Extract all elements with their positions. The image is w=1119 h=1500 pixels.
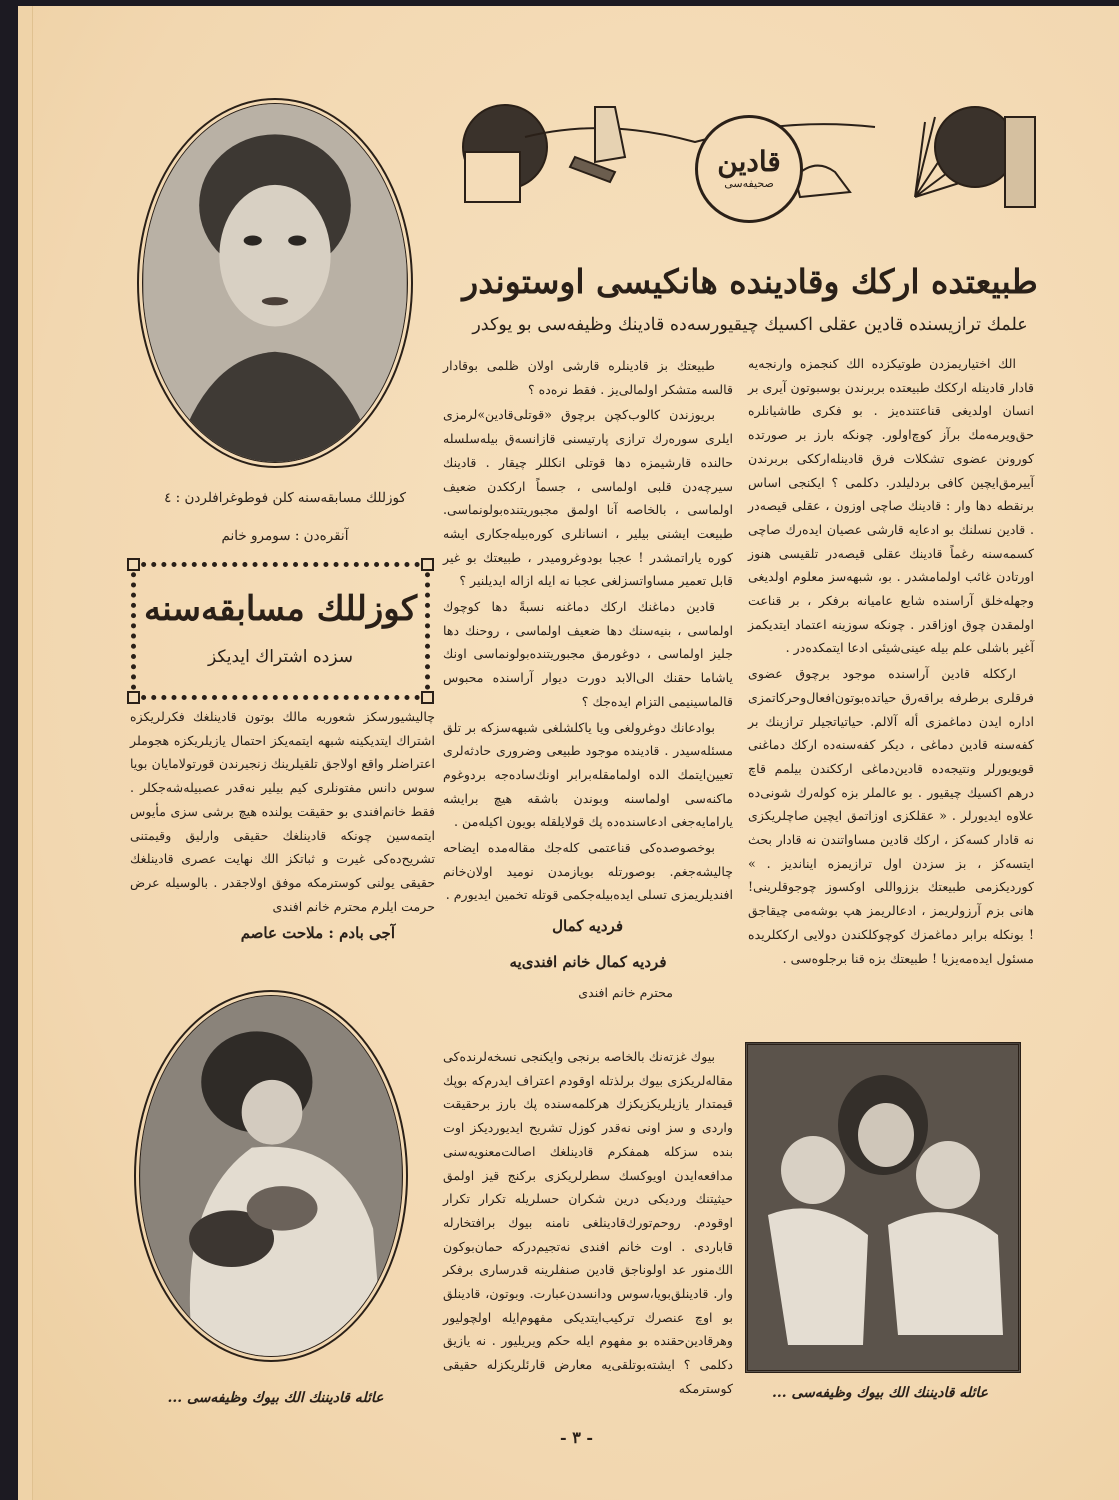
letter-title: فردیه کمال خانم افندی‌یه [509,952,667,971]
contest-subtitle: سزده اشتراك ایدیکز [208,647,353,667]
article-signature: فردیه کمال [552,917,623,936]
page-number: - ٣ - [560,1428,594,1447]
logo-subtitle: صحیفه‌سی [724,177,774,190]
reader-letter-signature: آجی بادم : ملاحت عاصم [240,924,395,943]
portrait-photo [137,98,413,468]
article-paragraph: الك اختیاریمزدن طوتیکزده الك کنجمزه وارنجه‌یه قادار قادینله ارککك طبیعتده بربرندن بوسبوتون آیری بر انسان اولدیغی قناعتنده‌یز . بو فکری طاشیانلره حق‌ویرمه‌مك برآز کوچ‌اولور. چونکه بارز بر صورتده کورونن عضوی تشکلات فرق قادینله‌ارککی بربرندن آییرمق‌ایچین کافی بردلیلدر. دکلمی ؟ ایکنجی اساس برنقطه دها وار : قادینك صاچی اوزون ، عقلی قیصه‌در . قادین نسلنك بو ادعایه قارشی عصیان ایده‌رك صاچی کسمه‌سنه رغماً قادینك عقلی قیصه‌در تلقیسی هنوز اورتادن غائب اولمامشدر . بو، شبهه‌سز معلوم اولدیغی وجهله‌خلق آراسنده شایع عامیانه برفکر ، بر قناعت اولمقدن چوق اوزاقدر . چونکه سوزینه اعتماد ایتدیکمز آغیر باشلی علم بیله عینی‌شیئی ادعا ایتمکده‌در . [748,356,1034,656]
article-column-middle [443,354,733,1004]
article-column-right [748,352,1034,970]
article-paragraph: ارککله قادین آراسنده موجود برچوق عضوی فرقلری برطرفه براقه‌رق حیاتده‌بوتون‌افعال‌وحرکاتمزی اداره ایدن دماغمزی أله آلالم. حیاتیاتجیلر ترازینك بر کفه‌سنه قادین دماغی ، دیکر کفه‌سنه‌ده ارکك دماغنی قویویورلر ونتیجه‌ده قادین‌دماغی ارککندن بیلمم قاچ درهم اکسیك چیقیور . بو عالملر بزه کوله‌رك شونی‌ده علاوه ایدیورلر . « عقلکزی اوزاتمق ایچین صاچلریکزی نه قادار کسه‌کز ، ارکك قادین مساواتندن نه قادار بحث ایتسه‌کز ، بز سزدن اول ترازیمزه ایناندیز . » کوردیکزمی طبیعتك بززواللی اوکسوز چوجوقلرینی! هانی بزم آرزولریمز ، ادعالریمز هپ بوشه‌می چیقاجق ! بونکله برابر دماغمزك کوچوکلکندن دولایی ارککلریده مسئول ایده‌مه‌یزیا ! طبیعتك بزه قنا برجلوه‌سی . [748,666,1034,966]
contest-title: کوزللك مسابقه‌سنه [143,589,418,629]
nursing-mother-photo [134,990,408,1362]
article-subheadline: علمك ترازیسنده قادین عقلی اکسیك چیقیورسه‌ده قادینك وظیفه‌سی بو یوکدر [472,315,1028,335]
letter-paragraph: بیوك غزته‌نك بالخاصه برنجی وایکنجی نسخه‌لرنده‌کی مقاله‌لریکزی بیوك برلذتله اوقودم اعتراف ایدرم‌که بوپك قیمتدار یازیلریکزیکزك هرکلمه‌سنده پك بارز برحقیقت واردی و سز اونی نه‌قدر کوزل تشریح ایدیوردیکز اوت بنده سزکله همفکرم قادینلغك اصالت‌معنویه‌سنی مدافعه‌ایدن اویوکسك سطرلریکزی برکنج قیز اولمق حیثیتنك وردیکی درین شکران حسلریله تکرار تکرار اوقودم. روحم‌تورك‌قادینلغی نامنه بیوك برافتخارله قاباردی . اوت خانم افندی نه‌تجیم‌درکه حمان‌بوکون الك‌منور عد اولوناجق قادین صنفلرینه قدرساری برفکر وار. قادینلق‌بویا،سوس ودانسدن‌عبارت. وبوتون، قادینلق بو اوچ عنصرك ترکیب‌ایتدیکی مفهوم‌ایله اولچولیور وهرقادین‌حقنده بو مفهوم ایله حکم ویریلیور . نه یازیق دکلمی ؟ ایشته‌بوتلقی‌یه معارض قارئلریکزله حقیقی کوسترمکه [443,1049,733,1396]
logo-title: قادین [717,145,781,178]
page-edge [18,6,33,1500]
corner-ornament [421,691,434,704]
reader-letter [130,705,435,946]
article-headline: طبیعتده ارکك وقادینده هانکیسی اوستوندر [462,262,1038,301]
corner-ornament [127,691,140,704]
letter-body [443,1045,733,1401]
contest-photo-caption: کوزللك مسابقه‌سنه کلن فوطوغرافلردن : ٤ [164,490,406,506]
beauty-contest-box[interactable] [131,562,430,700]
shoe-icon [795,166,850,197]
scarf-icon [1005,117,1035,207]
hat-icon [935,107,1015,187]
article-paragraph: بریوزندن کالوب‌کچن برچوق «قوتلی‌قادین»لرمزی ایلری سوره‌رك ترازی پارتیسنی قازانسه‌ق بیله‌سلسله حالنده قارشیمزه دها قوتلی انکللر چیقار . قادینك سیرچه‌دن قلبی اولماسی ، جسماً ارککدن ضعیف اولماسی ، بالخاصه آنا اولمق مجبوریتنده‌بولونماسی. طبیعت ایشنی بیلیر ، انسانلری کوره‌بیله‌جکاری ایشه کوره یاراتمشدر ! عجبا بودوغرومیدر ، طبیعتك بو غیر قابل تعمیر مساواتسزلغی عجبا نه ایله ازاله ایدیلنیر ؟ [443,407,733,589]
twins-photo-caption: عائله قادیننك الك بیوك وظیفه‌سی ... [772,1385,988,1401]
jewelry-box-icon [465,152,520,202]
nursing-photo-caption: عائله قادیننك الك بیوك وظیفه‌سی ... [167,1390,384,1406]
reader-letter-body: چالیشیورسکز شعوربه مالك بوتون قادینلغك فکرلریکزه اشتراك ایتدیکینه شبهه ایتمه‌یکز احتمال یازیلریکزه هجوملر اعتراضلر واقع اولاجق تلقیلرینك زنجیرندن قورتولامایان بویا سوس دانس مفتونلری کیم بیلیر نه‌قدر عصبیله‌شه‌جکلر . فقط خانم‌افندی بو حقیقت یولنده هیچ برشی سزی مأیوس ایتمه‌سین چونکه قادینلغك حقیقی وارلیق وقیمتنی تشریح‌ده‌کی غیرت و ثباتکز الك نهایت عصری قادینلغك حقیقی یولنی کوسترمکه موفق اولاجقدر . بالوسیله عرض حرمت ایلرم محترم خانم افندی [130,709,435,914]
necklace-icon [525,124,875,142]
contestant-name: آنقره‌دن : سومرو خانم [221,528,349,544]
portrait-figure [143,104,407,462]
twins-figure [748,1045,1018,1370]
corner-ornament [421,558,434,571]
corner-ornament [127,558,140,571]
letter-salutation: محترم خانم افندی [578,984,673,1000]
purse-icon [595,107,625,162]
section-logo [695,115,803,223]
article-paragraph: بوخصوصده‌کی قناعتمی کله‌جك مقاله‌مده ایضاحه چالیشه‌جغم. بوصورتله بویازمدن نومید اولان‌خانم افندیلریمزی تسلی ایده‌بیله‌جکمی قوتله تخمین ایدیورم . [443,840,733,903]
article-paragraph: بوادعانك دوغرولغی ویا یاکلشلغی شبهه‌سزکه بر تلق مسئله‌سیدر . قادینده موجود طبیعی وضروری حادثه‌لری تعیین‌ایتمك الده اولمامقله‌برابر اونك‌ساده‌جه بردوغوم ماکنه‌سی اولماسنه وبوندن باشقه هیچ برایشه یارامایه‌جغی ادعاسنده‌ده پك قولایلقله بویون اکیله‌من . [443,719,733,830]
nursing-figure [140,996,402,1356]
article-paragraph: طبیعتك بز قادینلره قارشی اولان ظلمی بوقادار قالسه متشکر اولمالی‌یز . فقط نره‌ده ؟ [443,358,733,397]
article-paragraph: قادین دماغنك ارکك دماغنه نسبةً دها کوچوك اولماسی ، بنیه‌سنك دها ضعیف اولماسی ، روحنك دها جلیز اولماسی ، دوغورمق مجبوریتنده‌بولونماسی اونك یاشاما حقنك الی‌الابد دورت دیوار آراسنده محبوس قالماسینیمی التزام ایده‌جك ؟ [443,599,733,709]
mother-with-twins-photo [745,1042,1021,1373]
